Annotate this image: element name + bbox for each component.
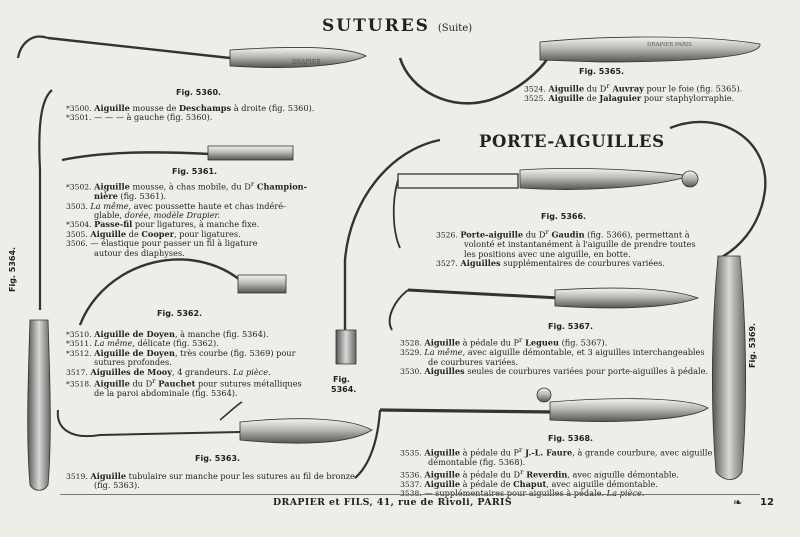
- entry-number: 3517.: [66, 367, 88, 377]
- entry-text: à pédale du P: [460, 447, 520, 458]
- entry-text: seules de courbures variées pour porte-aiguilles à pédale.: [464, 365, 709, 376]
- entry-number: *3511.: [66, 339, 92, 349]
- entry-text: , à grande courbure, avec aiguille: [572, 447, 713, 458]
- entry-block-5368: [400, 446, 712, 499]
- entry-text: du D: [523, 229, 546, 240]
- entry-text: pour staphylorraphie.: [641, 93, 735, 104]
- entry-author: Champion-: [254, 181, 308, 192]
- tubular-needle-drawing: [58, 402, 372, 443]
- entry-text: à pédale du D: [460, 469, 521, 480]
- entry-3517: [66, 368, 302, 377]
- title-text: SUTURES: [322, 16, 430, 36]
- entry-block-5361: [66, 180, 307, 258]
- figure-caption: Fig. 5366.: [541, 212, 587, 221]
- entry-name: Passe-fil: [94, 219, 133, 230]
- entry-text: avec poussette haute et chas indéré-: [131, 200, 286, 211]
- entry-author: Pauchet: [155, 378, 196, 389]
- entry-number: 3524.: [524, 84, 546, 94]
- entry-text: mousse de: [129, 103, 179, 113]
- entry-number: 3506.: [66, 239, 88, 249]
- entry-text: autour des diaphyses.: [94, 247, 185, 258]
- entry-text: tubulaire sur manche pour les sutures au fil de bronze: [126, 471, 355, 481]
- entry-author: nière: [94, 191, 118, 202]
- entry-3530: [400, 367, 708, 376]
- entry-text: (fig. 5363).: [94, 480, 140, 491]
- entry-text: les positions avec une aiguille, en botte.: [464, 248, 631, 259]
- entry-sup: r: [606, 82, 610, 90]
- entry-text: (fig. 5367).: [558, 337, 608, 348]
- entry-variant: La pièce.: [233, 366, 271, 377]
- figure-caption: Fig. 5361.: [172, 167, 218, 176]
- entry-author: Legueu: [522, 337, 559, 348]
- entry-3527: [436, 259, 696, 268]
- entry-number: *3501.: [66, 113, 92, 123]
- entry-sup: r: [250, 180, 255, 188]
- doyen-handled-needle-drawing: [28, 90, 52, 490]
- entry-name: Aiguille: [94, 181, 130, 192]
- handle-engraving: DRAPIER: [292, 59, 321, 66]
- entry-author: Cooper: [141, 228, 175, 239]
- entry-sup: r: [519, 446, 523, 454]
- entry-name: Aiguille de Doyen: [94, 329, 175, 339]
- entry-name: Aiguille de Doyen: [94, 347, 175, 358]
- entry-name: Aiguille: [424, 447, 461, 458]
- entry-variant: La même,: [94, 338, 135, 349]
- entry-text: avec aiguille démontable, et 3 aiguilles interchangeables: [465, 347, 705, 358]
- figure-caption: Fig. 5369.: [748, 322, 757, 368]
- entry-block-5365: [524, 82, 742, 104]
- page-title: [322, 16, 472, 36]
- entry-name: Aiguille: [90, 471, 127, 481]
- entry-text: volonté et instantanément à l'aiguille de prendre toutes: [464, 239, 696, 250]
- entry-number: 3527.: [436, 258, 458, 268]
- entry-name: Aiguille: [94, 103, 130, 113]
- entry-number: *3502.: [66, 182, 92, 192]
- entry-3525: [524, 94, 742, 103]
- entry-author: Deschamps: [178, 103, 232, 113]
- entry-name: Porte-aiguille: [460, 229, 524, 240]
- entry-text: de courbures variées.: [428, 356, 519, 367]
- figure-caption: Fig. 5367.: [548, 322, 594, 331]
- entry-3519-line2: [66, 481, 355, 490]
- entry-text: du D: [584, 83, 607, 94]
- entry-number: 3525.: [524, 94, 546, 104]
- entry-variant: La même,: [90, 200, 132, 211]
- legueu-needle-drawing: [390, 288, 698, 330]
- entry-3535-line2: [400, 458, 712, 467]
- entry-number: 3503.: [66, 201, 88, 211]
- entry-number: 3526.: [436, 230, 458, 240]
- entry-text: , très courbe (fig. 5369) pour: [174, 347, 296, 358]
- entry-text: glable,: [94, 209, 125, 220]
- entry-name: Aiguilles: [460, 257, 501, 268]
- entry-author: Chaput: [513, 478, 547, 489]
- entry-number: *3504.: [66, 220, 92, 230]
- entry-text: (fig. 5366), permettant à: [584, 229, 690, 240]
- figure-caption: Fig. 5363.: [195, 454, 241, 463]
- entry-number: 3537.: [400, 479, 422, 489]
- entry-name: Aiguilles de Mooy: [90, 366, 173, 377]
- figure-caption: 5364.: [331, 385, 357, 394]
- entry-name: Aiguille: [94, 378, 130, 389]
- ornament-icon: ❧: [733, 496, 743, 509]
- entry-name: Aiguille: [548, 83, 585, 94]
- entry-text: , 4 grandeurs.: [172, 366, 234, 377]
- figure-caption: Fig. 5368.: [548, 434, 594, 443]
- entry-text: , pour ligatures.: [174, 228, 241, 239]
- entry-block-5367: [400, 336, 708, 376]
- entry-text: délicate (fig. 5362).: [134, 338, 219, 349]
- section-title: PORTE-AIGUILLES: [479, 132, 665, 151]
- entry-text: , avec aiguille démontable.: [567, 469, 679, 480]
- entry-block-doyen: [66, 330, 302, 399]
- entry-sup: r: [519, 336, 523, 344]
- champion-needle-drawing: [62, 146, 293, 160]
- title-suffix: (Suite): [437, 23, 473, 34]
- entry-variant: La même,: [424, 347, 466, 358]
- page-number: 12: [760, 497, 774, 508]
- figure-caption: Fig.: [333, 375, 350, 384]
- entry-text: , à manche (fig. 5364).: [174, 329, 269, 339]
- entry-number: *3510.: [66, 330, 92, 339]
- publisher-line: DRAPIER et FILS, 41, rue de Rivoli, PARIS: [273, 497, 513, 508]
- handle-engraving: DRAPIER PARIS: [647, 42, 692, 48]
- entry-3518-line2: [66, 389, 302, 398]
- entry-text: — élastique pour passer un fil à ligature: [90, 238, 258, 249]
- figure-caption: Fig. 5362.: [157, 309, 203, 318]
- entry-author: Reverdin: [523, 469, 568, 480]
- entry-author: Jalaguier: [599, 93, 642, 104]
- entry-text: démontable (fig. 5368).: [428, 457, 526, 468]
- entry-text: — — — à gauche (fig. 5360).: [94, 112, 213, 123]
- entry-name: Aiguille: [90, 228, 127, 239]
- entry-author: J.-L. Faure: [522, 447, 573, 458]
- entry-text: du D: [129, 378, 153, 389]
- entry-text: supplémentaires de courbures variées.: [500, 257, 665, 268]
- entry-variant: dorée, modèle Drapier.: [124, 209, 221, 220]
- entry-number: *3518.: [66, 379, 92, 389]
- entry-number: 3528.: [400, 338, 422, 348]
- entry-block-5366: [436, 228, 696, 268]
- entry-name: Aiguilles: [424, 365, 465, 376]
- entry-name: Aiguille: [424, 478, 461, 489]
- entry-number: 3519.: [66, 472, 88, 481]
- entry-3506-line2: [66, 249, 307, 258]
- entry-number: 3535.: [400, 448, 422, 458]
- entry-text: mousse, à chas mobile, du D: [129, 181, 251, 192]
- entry-text: de la paroi abdominale (fig. 5364).: [94, 388, 238, 399]
- entry-name: Aiguille: [424, 337, 461, 348]
- entry-text: à pédale du P: [460, 337, 520, 348]
- entry-block-5363: [66, 472, 355, 491]
- entry-number: 3529.: [400, 348, 422, 358]
- entry-3501: [66, 113, 314, 122]
- entry-number: *3512.: [66, 348, 92, 358]
- entry-name: Aiguille: [548, 93, 585, 104]
- entry-text: à droite (fig. 5360).: [231, 103, 315, 113]
- entry-author: Gaudin: [548, 229, 585, 240]
- entry-number: 3505.: [66, 229, 88, 239]
- entry-text: à pédale de: [460, 478, 514, 489]
- footer-rule: [60, 494, 760, 495]
- entry-text: de: [584, 93, 600, 104]
- entry-sup: r: [520, 467, 524, 476]
- entry-text: (fig. 5361).: [117, 191, 167, 202]
- entry-author: Auvray: [609, 83, 644, 94]
- entry-sup: r: [152, 377, 156, 386]
- entry-text: pour ligatures, à manche fixe.: [132, 219, 260, 230]
- entry-text: , avec aiguille démontable.: [546, 478, 658, 489]
- entry-text: de: [126, 228, 142, 239]
- figure-caption: Fig. 5365.: [579, 67, 625, 76]
- entry-block-5360: [66, 104, 314, 123]
- figure-caption: Fig. 5364.: [8, 246, 17, 292]
- entry-text: pour le foie (fig. 5365).: [643, 83, 743, 94]
- entry-text: sutures profondes.: [94, 357, 172, 368]
- entry-name: Aiguille: [424, 469, 461, 480]
- entry-sup: r: [545, 228, 549, 236]
- entry-number: 3530.: [400, 366, 422, 376]
- entry-number: *3500.: [66, 104, 92, 113]
- figure-caption: Fig. 5360.: [176, 88, 222, 97]
- entry-number: 3536.: [400, 470, 422, 480]
- entry-text: pour sutures métalliques: [195, 378, 302, 389]
